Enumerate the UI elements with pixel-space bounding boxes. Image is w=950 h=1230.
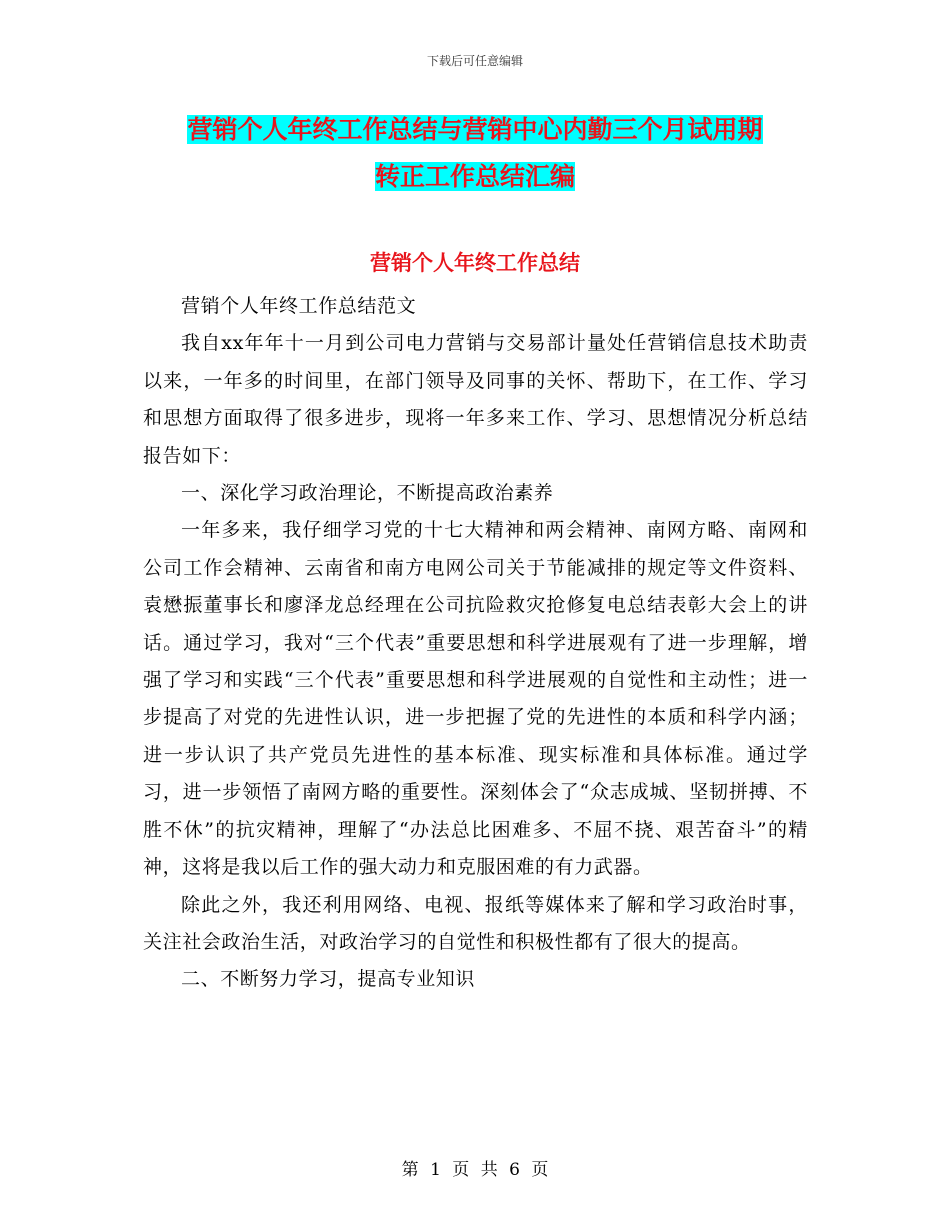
paragraph: 我自xx年年十一月到公司电力营销与交易部计量处任营销信息技术助责以来，一年多的时间里，在部门领导及同事的关怀、帮助下，在工作、学习和思想方面取得了很多进步，现将一年多来工作、学习、思想情况分析总结报告如下： bbox=[143, 332, 808, 467]
document-title bbox=[140, 106, 810, 200]
title-line-2: 转正工作总结汇编 bbox=[374, 162, 575, 191]
paragraph: 一、深化学习政治理论，不断提高政治素养 bbox=[181, 482, 554, 505]
header-note: 下载后可任意编辑 bbox=[426, 54, 523, 68]
section-title: 营销个人年终工作总结 bbox=[370, 251, 580, 275]
paragraph: 二、不断努力学习，提高专业知识 bbox=[181, 968, 476, 991]
paragraph: 除此之外，我还利用网络、电视、报纸等媒体来了解和学习政治时事，关注社会政治生活，对政治学习的自觉性和积极性都有了很大的提高。 bbox=[143, 893, 808, 953]
paragraph: 营销个人年终工作总结范文 bbox=[181, 295, 417, 317]
title-line-1: 营销个人年终工作总结与营销中心内勤三个月试用期 bbox=[187, 115, 763, 144]
paragraph: 一年多来，我仔细学习党的十七大精神和两会精神、南网方略、南网和公司工作会精神、云南省和南方电网公司关于节能减排的规定等文件资料、袁懋振董事长和廖泽龙总经理在公司抗险救灾抢修复电总结表彰大会上的讲话。通过学习，我对“三个代表”重要思想和科学进展观有了进一步理解，增强了学习和实践“三个代表”重要思想和科学进展观的自觉性和主动性；进一步提高了对党的先进性认识，进一步把握了党的先进性的本质和科学内涵；进一步认识了共产党员先进性的基本标准、现实标准和具体标准。通过学习，进一步领悟了南网方略的重要性。深刻体会了“众志成城、坚韧拼搏、不胜不休”的抗灾精神，理解了“办法总比困难多、不屈不挠、艰苦奋斗”的精神，这将是我以后工作的强大动力和克服困难的有力武器。 bbox=[143, 519, 808, 879]
document-body bbox=[143, 288, 808, 999]
page-footer: 第 1 页 共 6 页 bbox=[401, 1160, 549, 1180]
